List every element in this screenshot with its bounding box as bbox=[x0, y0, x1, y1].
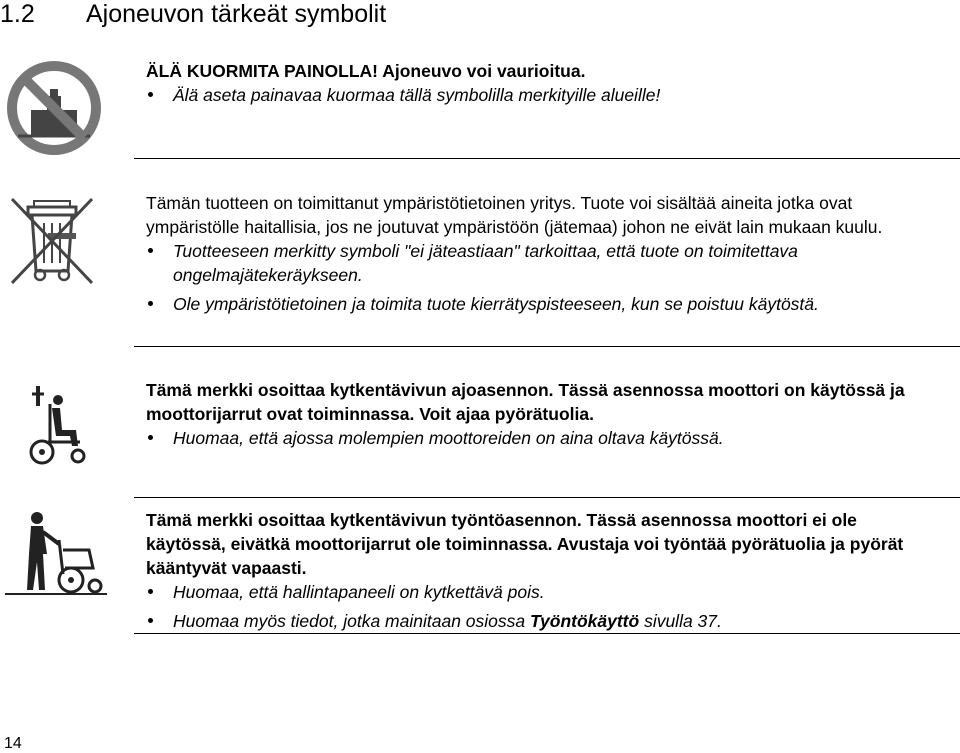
push-mode-bullets bbox=[146, 580, 936, 633]
drive-mode-intro: Tämä merkki osoittaa kytkentävivun ajoasennon. Tässä asennossa moottori on käytössä ja moottorijarrut ovat toiminnassa. Voit ajaa pyörätuolia. bbox=[146, 380, 905, 424]
weee-bullets bbox=[146, 239, 936, 316]
section-title: Ajoneuvon tärkeät symbolit bbox=[86, 0, 387, 28]
divider bbox=[134, 346, 960, 347]
push-mode-crossref-link: Työntökäyttö bbox=[529, 611, 640, 631]
section-heading bbox=[0, 0, 386, 28]
drive-mode-bullets bbox=[146, 426, 936, 450]
page-number: 14 bbox=[4, 735, 22, 752]
push-mode-text bbox=[146, 508, 936, 633]
no-load-bullets bbox=[146, 83, 936, 107]
section-number: 1.2 bbox=[0, 0, 35, 28]
list-item: Huomaa, että hallintapaneeli on kytkettävä pois. bbox=[146, 580, 936, 604]
no-load-text bbox=[146, 59, 936, 107]
crossed-out-wheelie-bin-icon bbox=[4, 193, 100, 289]
wheelchair-drive-mode-icon bbox=[22, 384, 92, 466]
weee-text bbox=[146, 191, 936, 316]
push-mode-intro: Tämä merkki osoittaa kytkentävivun työntöasennon. Tässä asennossa moottori ei ole käytössä, eivätkä moottorijarrut ole toiminnassa. Avustaja voi työntää pyörätuolia ja pyörät kääntyvät vapaasti. bbox=[146, 510, 904, 578]
divider bbox=[134, 158, 960, 159]
divider bbox=[134, 497, 960, 498]
list-item bbox=[146, 609, 936, 633]
push-mode-note-after: sivulla 37. bbox=[639, 611, 722, 631]
drive-mode-text bbox=[146, 378, 936, 450]
list-item: Älä aseta painavaa kuormaa tällä symbolilla merkityille alueille! bbox=[146, 83, 936, 107]
divider bbox=[134, 633, 960, 634]
no-load-warning: ÄLÄ KUORMITA PAINOLLA! Ajoneuvo voi vaurioitua. bbox=[146, 61, 586, 81]
list-item: Tuotteeseen merkitty symboli "ei jäteastiaan" tarkoittaa, että tuote on toimitettava ongelmajätekeräykseen. bbox=[146, 239, 936, 287]
wheelchair-push-mode-icon bbox=[3, 510, 109, 596]
push-mode-note-before: Huomaa myös tiedot, jotka mainitaan osiossa bbox=[173, 611, 530, 631]
list-item: Huomaa, että ajossa molempien moottoreiden on aina oltava käytössä. bbox=[146, 426, 936, 450]
weee-intro: Tämän tuotteen on toimittanut ympäristötietoinen yritys. Tuote voi sisältää aineita jotka ovat ympäristölle haitallisia, jos ne joutuvat ympäristöön (jätemaa) johon ne eivät lain mukaan kuulu. bbox=[146, 193, 883, 237]
no-load-weight-icon bbox=[4, 58, 104, 158]
list-item: Ole ympäristötietoinen ja toimita tuote kierrätyspisteeseen, kun se poistuu käytöstä. bbox=[146, 292, 936, 316]
